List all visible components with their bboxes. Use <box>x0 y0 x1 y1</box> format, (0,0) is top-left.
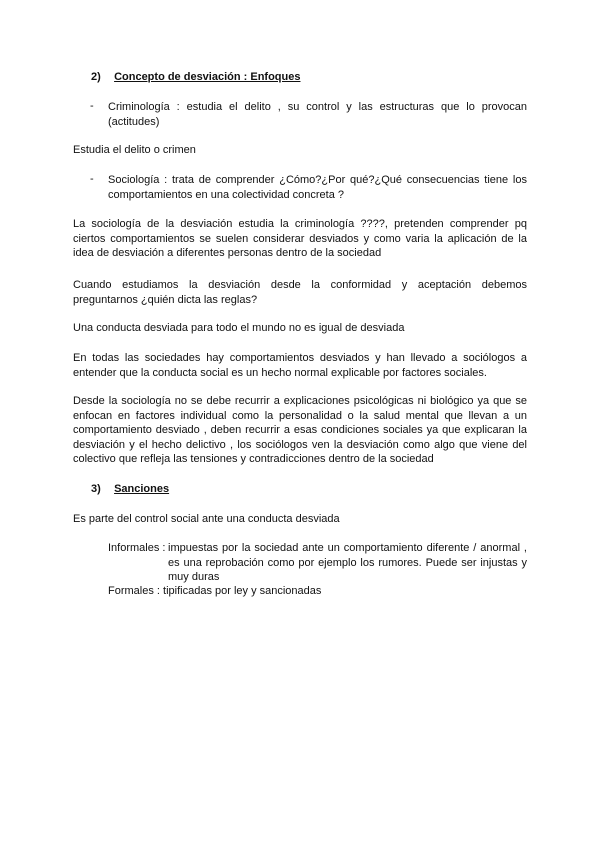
text-line: ciertos comportamientos se suelen considerar desviados y como varia la aplicación de la <box>73 232 527 245</box>
text-line: (actitudes) <box>108 115 160 128</box>
text-line: comportamientos en una colectividad concreta ? <box>108 188 345 201</box>
section-number: 3) <box>91 483 101 495</box>
bullet-dash: - <box>90 173 94 185</box>
text-line: enfocan en factores individual como la personalidad o la salud mental que llevan a un <box>73 409 527 422</box>
text-line: Desde la sociología no se debe recurrir a explicaciones psicológicas ni biológico ya que se <box>73 395 527 407</box>
paragraph-conducta: Una conducta desviada para todo el mundo no es igual de desviada <box>73 322 405 334</box>
text-line: En todas las sociedades hay comportamientos desviados y han llevado a sociólogos a <box>73 352 527 364</box>
formales-description: tipificadas por ley y sancionadas <box>163 585 322 597</box>
paragraph-control-social: Es parte del control social ante una conducta desviada <box>73 513 340 525</box>
formales-item <box>108 584 527 599</box>
text-line: impuestas por la sociedad ante un comportamiento diferente / anormal , <box>168 542 527 554</box>
paragraph-sociologia-desviacion <box>73 217 527 261</box>
text-line: desviación y el hecho delictivo , los sociólogos ven la desviación como algo que viene del <box>73 438 527 451</box>
bullet-sociologia <box>73 173 527 202</box>
text-line: es una reprobación como por ejemplo los rumores. Puede ser injustas y <box>168 556 527 569</box>
section-number: 2) <box>91 71 101 83</box>
section-title: Concepto de desviación : Enfoques <box>114 71 301 83</box>
paragraph-estudia: Estudia el delito o crimen <box>73 144 196 156</box>
text-line: idea de desviación a diferentes personas dentro de la sociedad <box>73 247 382 259</box>
text-line: comportamiento desviado , deben recurrir a esas condiciones sociales ya que explicaran la <box>73 424 527 436</box>
text-line: colectivo que refleja las tensiones y contradicciones dentro de la sociedad <box>73 453 434 465</box>
section-title: Sanciones <box>114 483 170 495</box>
paragraph-sociedades <box>73 351 527 380</box>
text-line: Sociología : trata de comprender ¿Cómo?¿Por qué?¿Qué consecuencias tiene los <box>108 174 527 186</box>
paragraph-cuando <box>73 278 527 307</box>
text-line: Cuando estudiamos la desviación desde la conformidad y aceptación debemos <box>73 279 527 291</box>
section-heading-sanciones <box>91 483 545 495</box>
bullet-criminologia <box>73 100 527 129</box>
section-heading-concepto-desviacion <box>91 71 545 83</box>
label-text: Informales : <box>108 542 166 554</box>
paragraph-desde-sociologia <box>73 394 527 467</box>
text-line: La sociología de la desviación estudia la criminología ????, pretenden comprender pq <box>73 218 527 230</box>
text-line: entender que la conducta social es un hecho normal explicable por factores sociales. <box>73 366 487 379</box>
text-line: Criminología : estudia el delito , su control y las estructuras que lo provocan <box>108 101 527 113</box>
formales-label: Formales : <box>108 585 160 597</box>
informales-description <box>168 541 527 585</box>
text-line: preguntarnos ¿quién dicta las reglas? <box>73 293 258 306</box>
bullet-dash: - <box>90 100 94 112</box>
text-line: muy duras <box>168 571 220 583</box>
